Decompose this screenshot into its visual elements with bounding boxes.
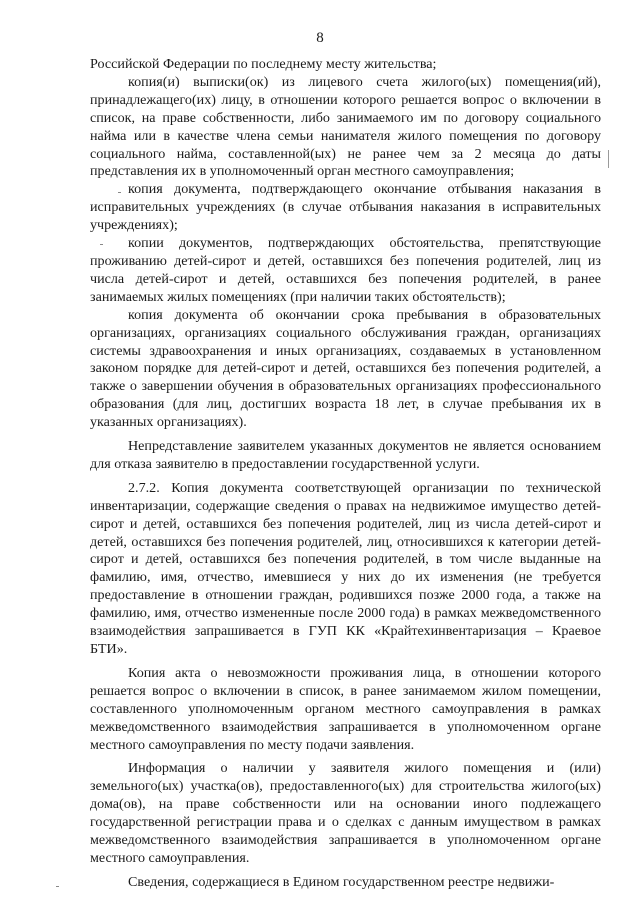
paragraph-impossibility-act: Копия акта о невозможности проживания лица, в отношении которого решается вопрос о включении в список, в ранее занимаемом жилом помещении, составленного уполномоченным органом местного самоуправления в рамках межведомственного взаимодействия запрашивается в уполномоченном органе местного самоуправления по месту подачи заявления. [90, 664, 601, 753]
paragraph-stay-completion: копия документа об окончании срока пребывания в образовательных организациях, организациях социального обслуживания граждан, организациях системы здравоохранения и иных организациях, создаваемых в установленном законом порядке для детей-сирот и детей, оставшихся без попечения родителей, а также о завершении обучения в образовательных организациях профессионального образования (для лиц, достигших возраста 18 лет, в случае пребывания их в указанных организациях). [90, 306, 601, 431]
paragraph-registry-information: Сведения, содержащиеся в Едином государственном реестре недвижи- [128, 873, 555, 890]
paragraph-obstacle-documents: копии документов, подтверждающих обстоятельства, препятствующие проживанию детей-сирот и детей, оставшихся без попечения родителей, лиц из числа детей-сирот и детей, оставшихся без попечения родителей, в ранее занимаемых жилых помещениях (при наличии таких обстоятельств); [90, 235, 601, 305]
paragraph-continuation: Российской Федерации по последнему месту жительства; [90, 56, 437, 72]
paragraph-non-submission: Непредставление заявителем указанных документов не является основанием для отказа заявителю в предоставлении государственной услуги. [90, 438, 601, 472]
paragraph-sentence-completion: копия документа, подтверждающего окончание отбывания наказания в исправительных учреждениях (в случае отбывания наказания в исправительных учреждениях); [90, 181, 601, 234]
page-number: 8 [316, 30, 324, 46]
paragraph-property-information: Информация о наличии у заявителя жилого помещения и (или) земельного(ых) участка(ов), предоставленного(ых) для строительства жилого(ых) дома(ов), на праве собственности или на основании иного подлежащего государственной регистрации права и о сделках с данным имуществом в рамках межведомственного взаимодействия запрашивается в уполномоченном органе местного самоуправления. [90, 760, 601, 866]
document-body [90, 56, 601, 892]
scan-artifact-speck [118, 192, 121, 193]
scan-artifact-mark [608, 150, 609, 168]
paragraph-section-2-7-2: 2.7.2. Копия документа соответствующей организации по технической инвентаризации, содержащие сведения о правах на недвижимое имущество детей-сирот и детей, оставшихся без попечения родителей, лиц из числа детей-сирот и детей, оставшихся без попечения родителей, лиц, относившихся к категории детей-сирот и детей, оставшихся без попечения родителей, в том числе выданные на фамилию, имя, отчество, имевшиеся у них до их изменения (не требуется предоставление в отношении граждан, родившихся позже 2000 года, а также на фамилию, имя, отчество измененные после 2000 года) в рамках межведомственного взаимодействия запрашивается в ГУП КК «Крайтехинвентаризация – Краевое БТИ». [90, 479, 601, 657]
scan-artifact-speck [100, 244, 103, 245]
scan-artifact-speck [56, 886, 59, 887]
paragraph-account-extract: копия(и) выписки(ок) из лицевого счета жилого(ых) помещения(ий), принадлежащего(их) лицу, в отношении которого решается вопрос о включении в список, на праве собственности, либо занимаемого им по договору социального найма или в качестве члена семьи нанимателя жилого помещения по договору социального найма, составленной(ых) не ранее чем за 2 месяца до даты представления их в уполномоченный орган местного самоуправления; [90, 73, 601, 180]
